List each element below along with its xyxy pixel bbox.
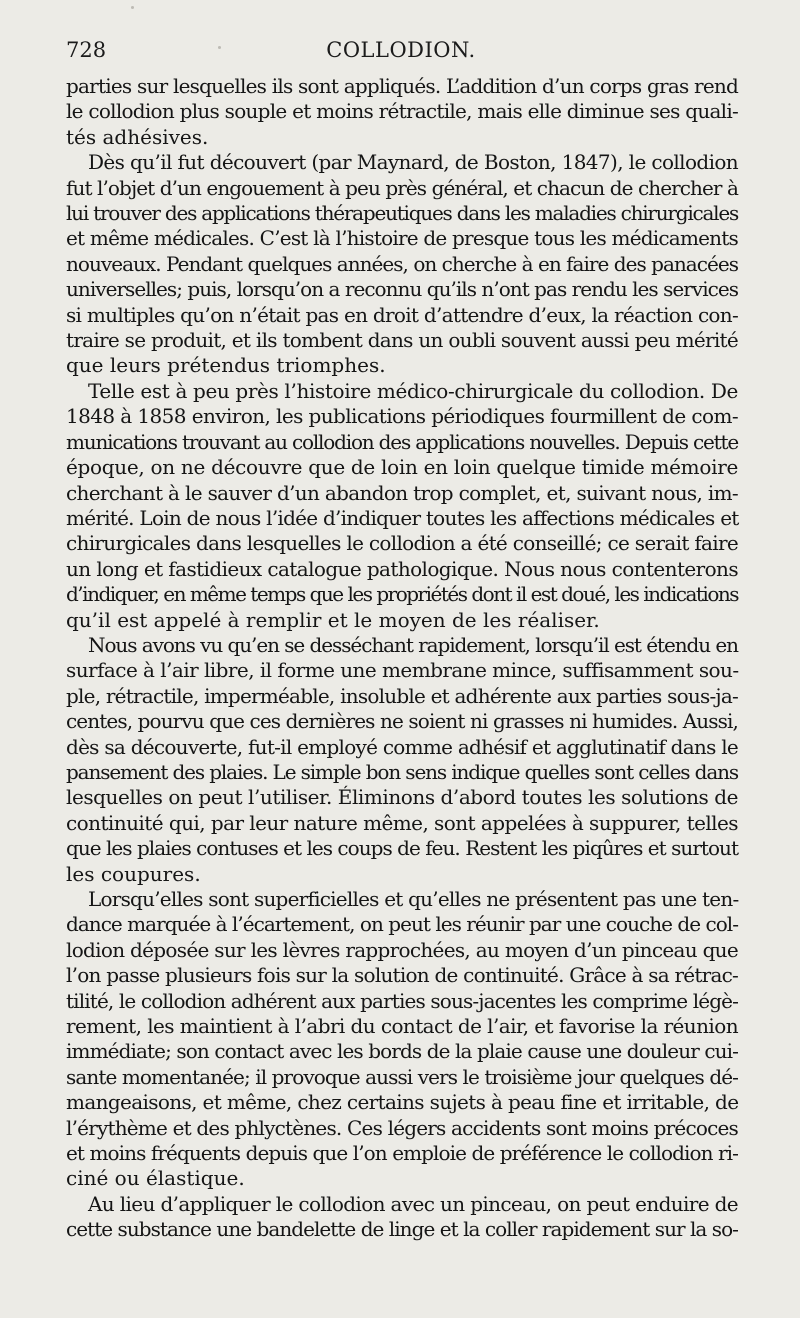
- text-line: lui trouver des applications thérapeutiques dans les maladies chirurgicales: [66, 201, 738, 226]
- page-header: [66, 38, 736, 72]
- text-line: dès sa découverte, fut-il employé comme adhésif et agglutinatif dans le: [66, 734, 739, 759]
- text-line: dance marquée à l’écartement, on peut les réunir par une couche de col-: [66, 912, 738, 937]
- text-line: cette substance une bandelette de linge et la coller rapidement sur la so-: [66, 1217, 738, 1242]
- paragraph: [66, 150, 738, 379]
- text-line: et moins fréquents depuis que l’on emploie de préférence le collodion ri-: [66, 1141, 738, 1166]
- text-line: sante momentanée; il provoque aussi vers le troisième jour quelques dé-: [66, 1064, 739, 1089]
- text-line: époque, on ne découvre que de loin en loin quelque timide mémoire: [66, 455, 738, 480]
- text-line: mérité. Loin de nous l’idée d’indiquer toutes les affections médicales et: [66, 505, 739, 530]
- paragraph: [66, 887, 738, 1192]
- text-line: ple, rétractile, imperméable, insoluble et adhérente aux parties sous-ja-: [66, 683, 738, 708]
- text-line: pansement des plaies. Le simple bon sens indique quelles sont celles dans: [66, 759, 738, 784]
- text-line: tés adhésives.: [66, 124, 209, 149]
- text-line: le collodion plus souple et moins rétractile, mais elle diminue ses quali-: [66, 99, 739, 124]
- text-line: ciné ou élastique.: [66, 1166, 245, 1191]
- text-line: munications trouvant au collodion des applications nouvelles. Depuis cette: [66, 429, 739, 454]
- text-line: chirurgicales dans lesquelles le collodion a été conseillé; ce serait faire: [66, 531, 738, 556]
- text-line: mangeaisons, et même, chez certains sujets à peau fine et irritable, de: [66, 1090, 739, 1115]
- text-line: surface à l’air libre, il forme une membrane mince, suffisamment sou-: [66, 658, 739, 683]
- text-line: que les plaies contuses et les coups de feu. Restent les piqûres et surtout: [66, 836, 739, 861]
- paragraph: [66, 74, 738, 150]
- text-line: rement, les maintient à l’abri du contact de l’air, et favorise la réunion: [66, 1014, 738, 1039]
- text-line: Telle est à peu près l’histoire médico-chirurgicale du collodion. De: [88, 378, 739, 403]
- text-line: d’indiquer, en même temps que les propriétés dont il est doué, les indications: [66, 582, 739, 607]
- text-line: cherchant à le sauver d’un abandon trop complet, et, suivant nous, im-: [66, 480, 738, 505]
- text-line: Lorsqu’elles sont superficielles et qu’elles ne présentent pas une ten-: [88, 887, 739, 911]
- text-line: centes, pourvu que ces dernières ne soient ni grasses ni humides. Aussi,: [66, 709, 739, 734]
- text-line: traire se produit, et ils tombent dans un oubli souvent aussi peu mérité: [66, 328, 738, 353]
- text-line: 1848 à 1858 environ, les publications périodiques fourmillent de com-: [66, 404, 739, 429]
- text-line: si multiples qu’on n’était pas en droit d’attendre d’eux, la réaction con-: [66, 302, 738, 327]
- text-line: nouveaux. Pendant quelques années, on cherche à en faire des panacées: [66, 251, 738, 276]
- text-line: universelles; puis, lorsqu’on a reconnu qu’ils n’ont pas rendu les services: [66, 277, 739, 302]
- paragraph: [66, 633, 738, 887]
- paragraph: [66, 379, 738, 633]
- paper-speck: [131, 6, 134, 9]
- text-line: lodion déposée sur les lèvres rapprochées, au moyen d’un pinceau que: [66, 937, 739, 962]
- text-line: fut l’objet d’un engouement à peu près général, et chacun de chercher à: [66, 175, 739, 200]
- text-line: Nous avons vu qu’en se desséchant rapidement, lorsqu’il est étendu en: [88, 632, 738, 657]
- text-line: lesquelles on peut l’utiliser. Éliminons d’abord toutes les solutions de: [66, 785, 739, 810]
- paragraph: [66, 1192, 738, 1243]
- body-text: [66, 74, 738, 1243]
- text-line: immédiate; son contact avec les bords de la plaie cause une douleur cui-: [66, 1039, 738, 1064]
- text-line: parties sur lesquelles ils sont appliqués. L’addition d’un corps gras rend: [66, 74, 739, 98]
- text-line: un long et fastidieux catalogue pathologique. Nous nous contenterons: [66, 556, 739, 581]
- text-line: Dès qu’il fut découvert (par Maynard, de Boston, 1847), le collodion: [88, 150, 739, 175]
- paper-speck: [218, 46, 221, 49]
- text-line: tilité, le collodion adhérent aux parties sous-jacentes les comprime légè-: [66, 988, 739, 1013]
- text-line: les coupures.: [66, 861, 201, 886]
- text-line: continuité qui, par leur nature même, sont appelées à suppurer, telles: [66, 810, 739, 835]
- text-line: qu’il est appelé à remplir et le moyen de les réaliser.: [66, 607, 600, 632]
- text-line: l’on passe plusieurs fois sur la solution de continuité. Grâce à sa rétrac-: [66, 963, 739, 988]
- page-number: 728: [66, 38, 107, 62]
- text-line: et même médicales. C’est là l’histoire de presque tous les médicaments: [66, 226, 739, 251]
- text-line: l’érythème et des phlyctènes. Ces légers accidents sont moins précoces: [66, 1115, 739, 1140]
- text-line: que leurs prétendus triomphes.: [66, 353, 386, 378]
- running-head: COLLODION.: [326, 38, 476, 62]
- text-line: Au lieu d’appliquer le collodion avec un pinceau, on peut enduire de: [88, 1191, 738, 1216]
